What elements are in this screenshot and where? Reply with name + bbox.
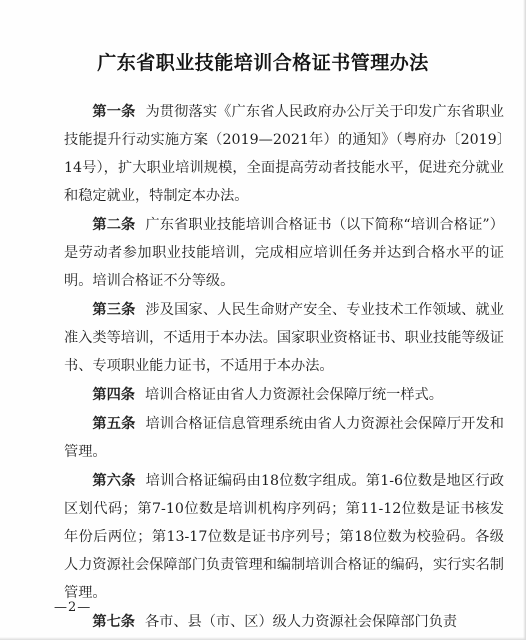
article-number: 第四条 [92,387,135,403]
article-text: 广东省职业技能培训合格证书（以下简称“培训合格证”）是劳动者参加职业技能培训，完成相应培训任务并达到合格水平的证明。培训合格证不分等级。 [64,217,504,289]
article-text: 为贯彻落实《广东省人民政府办公厅关于印发广东省职业技能提升行动实施方案（2019—2021年）的通知》（粤府办〔2019〕14号），扩大职业培训规模，全面提高劳动者技能水平，促进充分就业和稳定就业，特制定本办法。 [64,104,504,204]
article-4 [64,381,504,409]
article-number: 第七条 [92,614,135,630]
document-body [64,98,504,637]
article-text: 各市、县（市、区）级人力资源社会保障部门负责 [144,614,458,630]
article-1 [64,98,504,210]
article-number: 第六条 [92,473,136,489]
article-5 [64,410,504,466]
article-text: 培训合格证信息管理系统由省人力资源社会保障厅开发和管理。 [64,416,504,460]
article-text: 培训合格证由省人力资源社会保障厅统一样式。 [144,387,443,403]
article-6 [64,467,504,607]
article-number: 第五条 [92,416,136,432]
article-text: 培训合格证编码由18位数字组成。第1-6位数是地区行政区划代码；第7-10位数是培训机构序列码；第11-12位数是证书核发年份后两位；第13-17位数是证书序列号；第18位数为校验码。各级人力资源社会保障部门负责管理和编制培训合格证的编码，实行实名制管理。 [64,473,504,601]
article-7 [64,608,504,636]
article-number: 第三条 [92,302,136,318]
article-number: 第一条 [92,104,136,120]
article-number: 第二条 [92,217,136,233]
article-2 [64,211,504,295]
page-number: —2— [54,600,92,615]
article-text: 涉及国家、人民生命财产安全、专业技术工作领域、就业准入类等培训，不适用于本办法。国家职业资格证书、职业技能等级证书、专项职业能力证书，不适用于本办法。 [64,302,504,374]
document-title: 广东省职业技能培训合格证书管理办法 [97,52,429,74]
article-3 [64,296,504,380]
